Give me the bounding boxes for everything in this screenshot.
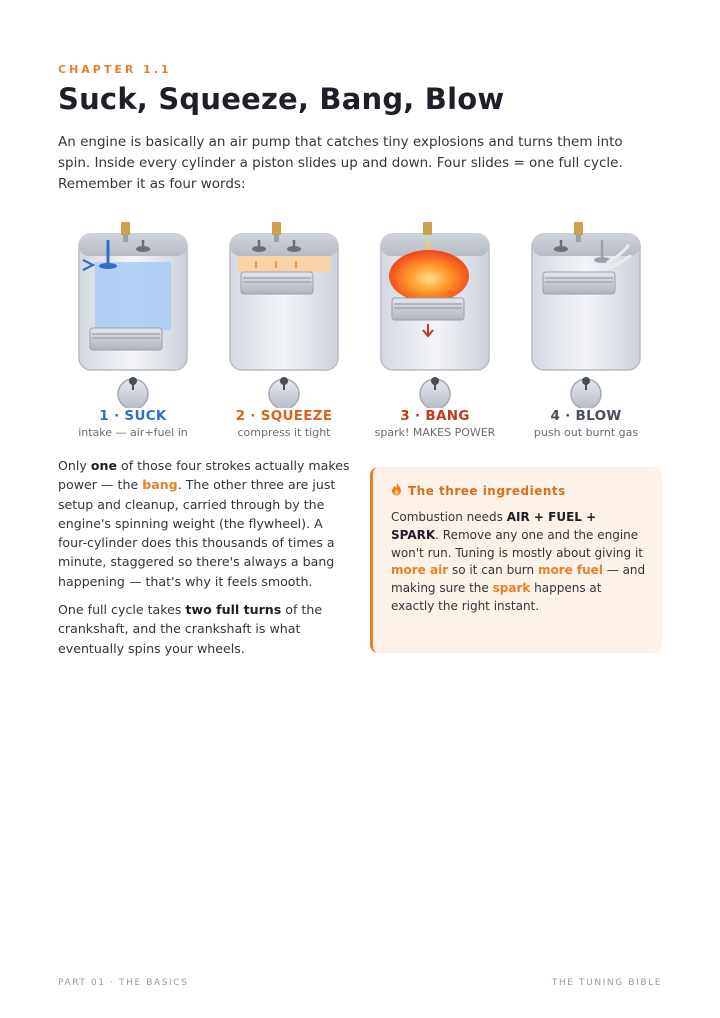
text-run: of those four strokes actually makes power — the bbox=[58, 458, 350, 493]
text-run: happens at exactly the right instant. bbox=[391, 581, 602, 613]
stroke-blow bbox=[511, 218, 661, 443]
highlight-more-fuel: more fuel bbox=[537, 563, 603, 578]
text-run: so it can burn bbox=[448, 563, 538, 578]
stroke-caption: compress it tight bbox=[237, 426, 331, 439]
emphasis-ingredients: AIR + FUEL + SPARK bbox=[391, 510, 597, 542]
stroke-caption: intake — air+fuel in bbox=[78, 426, 188, 439]
emphasis-one: one bbox=[90, 458, 118, 473]
flame-icon bbox=[391, 481, 402, 500]
stroke-squeeze bbox=[209, 218, 359, 443]
body-text bbox=[58, 456, 354, 667]
stroke-caption: push out burnt gas bbox=[533, 426, 639, 439]
page-title: Suck, Squeeze, Bang, Blow bbox=[58, 82, 505, 116]
body-paragraph-1 bbox=[58, 456, 354, 591]
emphasis-two-turns: two full turns bbox=[185, 602, 282, 618]
blow-cylinder-illustration bbox=[524, 218, 648, 408]
intro-paragraph: An engine is basically an air pump that catches tiny explosions and turns them into spin. Inside every cylinder a piston slides up and down. Four slides = one full cycle. Remember it as four words: bbox=[58, 134, 623, 192]
stroke-title: 4 · BLOW bbox=[550, 408, 622, 424]
callout-header bbox=[391, 481, 646, 500]
stroke-caption: spark! MAKES POWER bbox=[374, 426, 496, 439]
stroke-suck bbox=[58, 218, 208, 443]
four-stroke-diagram bbox=[58, 218, 662, 443]
stroke-title: 3 · BANG bbox=[400, 408, 470, 424]
suck-cylinder-illustration bbox=[71, 218, 195, 408]
ingredients-callout bbox=[370, 467, 662, 653]
text-run: . The other three are just setup and cleanup, carried through by the engine's spinning weight (the flywheel). A four-cylinder does this thousands of times a minute, staggered so there's always a bang happening — that's why it feels smooth. bbox=[58, 477, 336, 589]
bang-cylinder-illustration bbox=[373, 218, 497, 408]
callout-body bbox=[391, 509, 646, 616]
squeeze-cylinder-illustration bbox=[222, 218, 346, 408]
stroke-bang bbox=[360, 218, 510, 443]
stroke-title: 1 · SUCK bbox=[99, 408, 167, 424]
highlight-spark: spark bbox=[492, 581, 531, 596]
text-run: — and making sure the bbox=[391, 563, 646, 596]
text-run: . Remove any one and the engine won't run. Tuning is mostly about giving it bbox=[391, 527, 643, 560]
text-run: One full cycle takes bbox=[58, 602, 186, 618]
chapter-label: CHAPTER 1.1 bbox=[58, 63, 172, 76]
footer-part-label: PART 01 · THE BASICS bbox=[58, 978, 189, 988]
highlight-bang: bang bbox=[142, 477, 178, 493]
body-paragraph-2 bbox=[58, 600, 354, 658]
callout-title: The three ingredients bbox=[408, 483, 566, 498]
text-run: Only bbox=[58, 458, 91, 473]
highlight-more-air: more air bbox=[391, 563, 449, 578]
text-run: Combustion needs bbox=[391, 510, 507, 524]
footer-book-title: THE TUNING BIBLE bbox=[551, 978, 662, 988]
text-run: of the crankshaft, and the crankshaft is what eventually spins your wheels. bbox=[58, 602, 323, 656]
stroke-title: 2 · SQUEEZE bbox=[235, 408, 333, 424]
